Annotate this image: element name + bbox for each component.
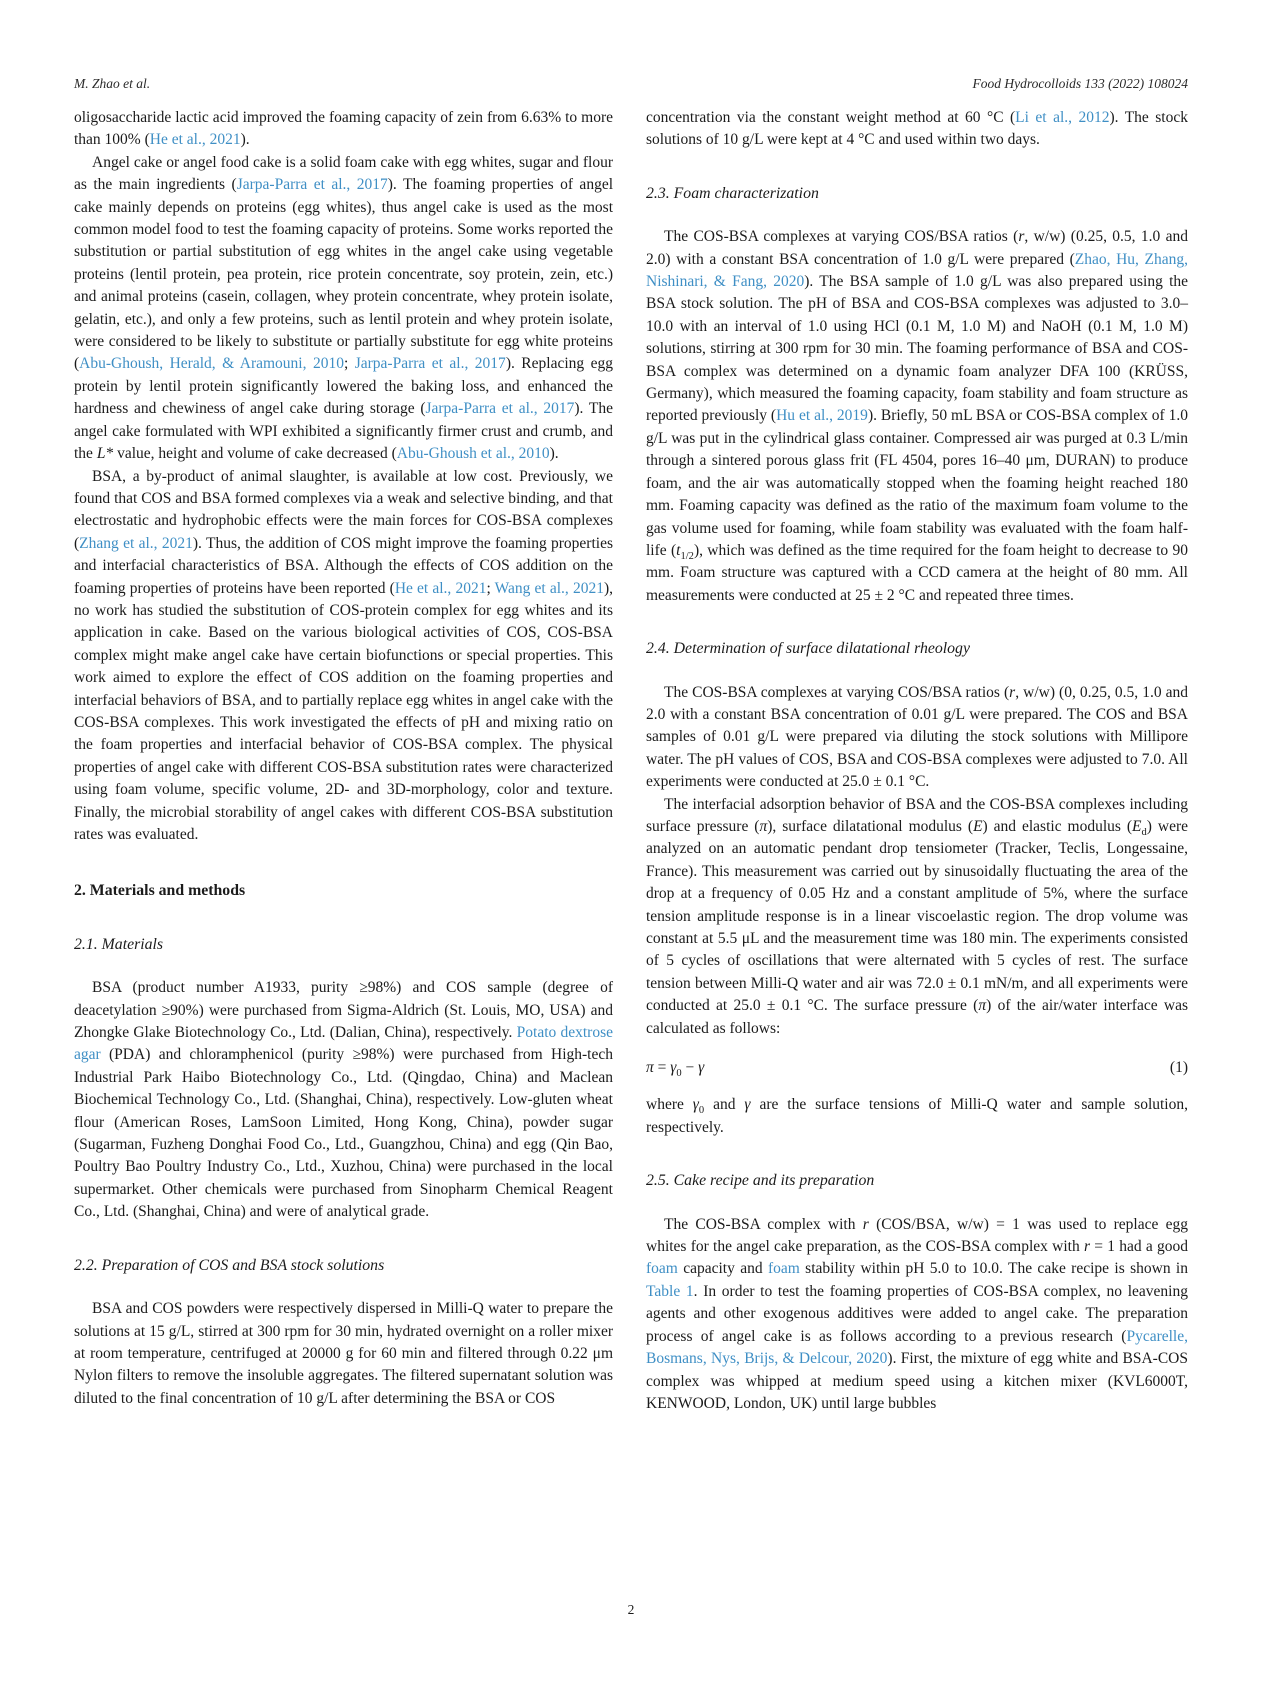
italic-text: π (759, 817, 768, 835)
subsection-heading: 2.2. Preparation of COS and BSA stock solutions (74, 1256, 385, 1274)
page (74, 0, 1188, 1415)
italic-text: r (1018, 228, 1025, 246)
italic-text: t (676, 541, 681, 559)
citation-link[interactable]: Jarpa-Parra et al., 2017 (236, 176, 388, 194)
page-header (74, 76, 1188, 92)
subsection-heading: 2.1. Materials (74, 935, 164, 953)
citation-link[interactable]: Li et al., 2012 (1015, 109, 1110, 126)
running-author: M. Zhao et al. (74, 76, 151, 91)
paragraph: The COS-BSA complex with r (COS/BSA, w/w) = 1 was used to replace egg whites for the angel cake preparation, as the COS-BSA complex with r = 1 had a good foam capacity and foam stability within pH 5.0 to 10.0. The cake recipe is shown in Table 1. In order to test the foaming properties of COS-BSA complex, no leavening agents and other exogenous additives were added to angel cake. The preparation process of angel cake is as follows according to a previous research (Pycarelle, Bosmans, Nys, Brijs, & Delcour, 2020). First, the mixture of egg white and BSA-COS complex was whipped at medium speed using a kitchen mixer (KVL6000T, KENWOOD, London, UK) until large bubbles (646, 1215, 1189, 1412)
italic-text: r (1009, 683, 1016, 701)
italic-text: π (978, 997, 987, 1015)
subscript-text: 0 (698, 1105, 705, 1117)
italic-text: γ (698, 1059, 705, 1077)
italic-text: L* (96, 445, 114, 463)
citation-link[interactable]: He et al., 2021 (149, 131, 241, 149)
paragraph: Angel cake or angel food cake is a solid foam cake with egg whites, sugar and flour as the main ingredients (Jarpa-Parra et al., 2017). The foaming properties of angel cake mainly depends on proteins (egg whites), thus angel cake is used as the most common model food to test the foaming capacity of proteins. Some works reported the substitution or partial substitution of egg whites in the angel cake using vegetable proteins (lentil protein, pea protein, rice protein concentrate, soy protein, zein, etc.) and animal proteins (casein, collagen, whey protein concentrate, whey protein isolate, gelatin, etc.), and only a few proteins, such as lentil protein and whey protein isolate, were considered to be likely to substitute or partially substitute for egg white proteins (Abu-Ghoush, Herald, & Aramouni, 2010; Jarpa-Parra et al., 2017). Replacing egg protein by lentil protein significantly lowered the baking loss, and enhanced the hardness and chewiness of angel cake during storage (Jarpa-Parra et al., 2017). The angel cake formulated with WPI exhibited a significantly firmer crust and crumb, and the L* value, height and volume of cake decreased (Abu-Ghoush et al., 2010). (74, 153, 614, 463)
citation-link[interactable]: Table 1 (646, 1282, 694, 1300)
paragraph: The interfacial adsorption behavior of BSA and the COS-BSA complexes including surface pressure (π), surface dilatational modulus (E) and elastic modulus $(E_d)$ were analyzed on an automatic pendant drop tensiometer (Tracker, Teclis, Longessaine, France). This measurement was carried out by sinusoidally fluctuating the area of the drop at a frequency of 0.05 Hz and a constant amplitude of 5%, where the surface tension amplitude response is in a linear viscoelastic region. The drop volume was constant at 5.5 μL and the measurement time was 180 min. The experiments consisted of 5 cycles of oscillations that were alternated with 5 cycles of rest. The surface tension between Milli-Q water and air was 72.0 ± 0.1 mN/m, and all experiments were conducted at 25.0 ± 0.1 °C. The surface pressure (π) of the air/water interface was calculated as follows: (646, 795, 1188, 1037)
equation-number: (1) (1169, 1059, 1188, 1077)
paragraph: The COS-BSA complexes at varying COS/BSA ratios (r, w/w) (0, 0.25, 0.5, 1.0 and 2.0 with a constant BSA concentration of 0.01 g/L were prepared. The COS and BSA samples of 0.01 g/L were prepared via diluting the stock solutions with Millipore water. The pH values of COS, BSA and COS-BSA complexes were adjusted to 7.0. All experiments were conducted at 25.0 ± 0.1 °C. (646, 683, 1188, 791)
equation-body: $\pi = \gamma_0 - \gamma$ (646, 1059, 705, 1080)
citation-link[interactable]: Wang et al., 2021 (494, 579, 604, 597)
citation-link[interactable]: foam (646, 1260, 678, 1278)
paragraph: concentration via the constant weight method at 60 °C (Li et al., 2012). The stock solutions of 10 g/L were kept at 4 °C and used within two days. (646, 109, 1188, 149)
citation-link[interactable]: Jarpa-Parra et al., 2017 (354, 355, 506, 373)
page-number: 2 (627, 1602, 635, 1617)
italic-text: γ (670, 1059, 677, 1077)
citation-link[interactable]: Pycarelle, Bosmans, Nys, Brijs, & Delcour, 2020 (646, 1327, 1188, 1368)
citation-link[interactable]: Potato dextrose agar (74, 1024, 613, 1064)
italic-text: r (862, 1215, 869, 1233)
citation-link[interactable]: Zhao, Hu, Zhang, Nishinari, & Fang, 2020 (646, 250, 1189, 291)
citation-link[interactable]: Abu-Ghoush et al., 2010 (396, 445, 550, 463)
paragraph: The COS-BSA complexes at varying COS/BSA ratios (r, w/w) (0.25, 0.5, 1.0 and 2.0) with a constant BSA concentration of 1.0 g/L were prepared (Zhao, Hu, Zhang, Nishinari, & Fang, 2020). The BSA sample of 1.0 g/L was also prepared using the BSA stock solution. The pH of BSA and COS-BSA complexes was adjusted to 3.0–10.0 with an interval of 1.0 using HCl (0.1 M, 1.0 M) and NaOH (0.1 M, 1.0 M) solutions, stirring at 300 rpm for 30 min. The foaming performance of BSA and COS-BSA complex was determined on a dynamic foam analyzer DFA 100 (KRÜSS, Germany), which measured the foaming capacity, foam stability and foam structure as reported previously (Hu et al., 2019). Briefly, 50 mL BSA or COS-BSA complex of 1.0 g/L was put in the cylindrical glass container. Compressed air was purged at 0.3 L/min through a sintered porous glass frit (FL 4504, pores 16–40 μm, DURAN) to produce foam, and the air was automatically stopped when the foaming height reached 180 mm. Foaming capacity was defined as the ratio of the maximum foam volume to the gas volume used for foaming, while foam stability was evaluated with the foam half-life $(t_{1/2})$, which was defined as the time required for the foam height to decrease to 90 mm. Foam structure was captured with a CCD camera at the height of 80 mm. All measurements were conducted at 25 ± 2 °C and repeated three times. (646, 228, 1189, 604)
italic-text: γ (744, 1096, 751, 1114)
subsection-heading: 2.4. Determination of surface dilatational rheology (646, 640, 970, 658)
subscript-text: d (1141, 827, 1147, 839)
right-column (646, 107, 1188, 1415)
citation-link[interactable]: Abu-Ghoush, Herald, & Aramouni, 2010 (79, 355, 344, 373)
citation-link[interactable]: He et al., 2021 (394, 579, 487, 597)
citation-link[interactable]: Jarpa-Parra et al., 2017 (425, 400, 575, 418)
italic-text: E (1132, 817, 1142, 835)
subsection-heading: 2.3. Foam characterization (646, 184, 819, 202)
italic-text: E (973, 817, 983, 835)
equation (646, 1057, 1188, 1079)
italic-text: r (1083, 1238, 1091, 1256)
subscript-text: 0 (676, 1068, 682, 1080)
subsection-heading: 2.5. Cake recipe and its preparation (646, 1172, 875, 1190)
two-column-body (74, 107, 1188, 1415)
paragraph: where $\gamma_0$ and γ are the surface tensions of Milli-Q water and sample solution, respectively. (646, 1096, 1188, 1136)
paragraph: oligosaccharide lactic acid improved the foaming capacity of zein from 6.63% to more than 100% (He et al., 2021). (74, 109, 613, 149)
citation-link[interactable]: Zhang et al., 2021 (79, 534, 193, 552)
italic-text: π (646, 1059, 654, 1077)
paragraph: BSA (product number A1933, purity ≥98%) and COS sample (degree of deacetylation ≥90%) were purchased from Sigma-Aldrich (St. Louis, MO, USA) and Zhongke Glake Biotechnology Co., Ltd. (Dalian, China), respectively. Potato dextrose agar (PDA) and chloramphenicol (purity ≥98%) were purchased from High-tech Industrial Park Haibo Biotechnology Co., Ltd. (Qingdao, China) and Maclean Biochemical Technology Co., Ltd. (Shanghai, China), respectively. Low-gluten wheat flour (American Roses, LamSoon Limited, Hong Kong, China), powder sugar (Sugarman, Fuzheng Donghai Food Co., Ltd., Guangzhou, China) and egg (Qin Bao, Poultry Bao Poultry Industry Co., Ltd., Xuzhou, China) were purchased in the local supermarket. Other chemicals were purchased from Sinopharm Chemical Reagent Co., Ltd. (Shanghai, China) and were of analytical grade. (74, 979, 613, 1221)
italic-text: γ (692, 1096, 699, 1114)
left-column (74, 107, 613, 1415)
journal-reference: Food Hydrocolloids 133 (2022) 108024 (972, 76, 1188, 91)
subscript-text: 1/2 (680, 551, 694, 562)
paragraph: BSA, a by-product of animal slaughter, is available at low cost. Previously, we found that COS and BSA formed complexes via a weak and selective binding, and that electrostatic and hydrophobic effects were the main forces for COS-BSA complexes (Zhang et al., 2021). Thus, the addition of COS might improve the foaming properties and interfacial characteristics of BSA. Although the effects of COS addition on the foaming properties of proteins have been reported (He et al., 2021; Wang et al., 2021), no work has studied the substitution of COS-protein complex for egg whites and its application in cake. Based on the various biological activities of COS, COS-BSA complex might make angel cake have certain biofunctions or special properties. This work aimed to explore the effect of COS addition on the foaming properties and interfacial behaviors of BSA, and to partially replace egg whites in angel cake with the COS-BSA complexes. This work investigated the effects of pH and mixing ratio on the foam properties and interfacial behavior of COS-BSA complex. The physical properties of angel cake with different COS-BSA substitution rates were characterized using foam volume, specific volume, 2D- and 3D-morphology, color and texture. Finally, the microbial storability of angel cakes with different COS-BSA substitution rates was evaluated. (74, 467, 613, 843)
citation-link[interactable]: foam (767, 1260, 800, 1278)
section-heading: 2. Materials and methods (74, 882, 246, 900)
paragraph: BSA and COS powders were respectively dispersed in Milli-Q water to prepare the solutions at 15 g/L, stirred at 300 rpm for 30 min, hydrated overnight on a roller mixer at room temperature, centrifuged at 20000 g for 60 min and filtered through 0.22 μm Nylon filters to remove the insoluble aggregates. The filtered supernatant solution was diluted to the final concentration of 10 g/L after determining the BSA or COS (74, 1300, 613, 1407)
citation-link[interactable]: Hu et al., 2019 (776, 407, 868, 425)
